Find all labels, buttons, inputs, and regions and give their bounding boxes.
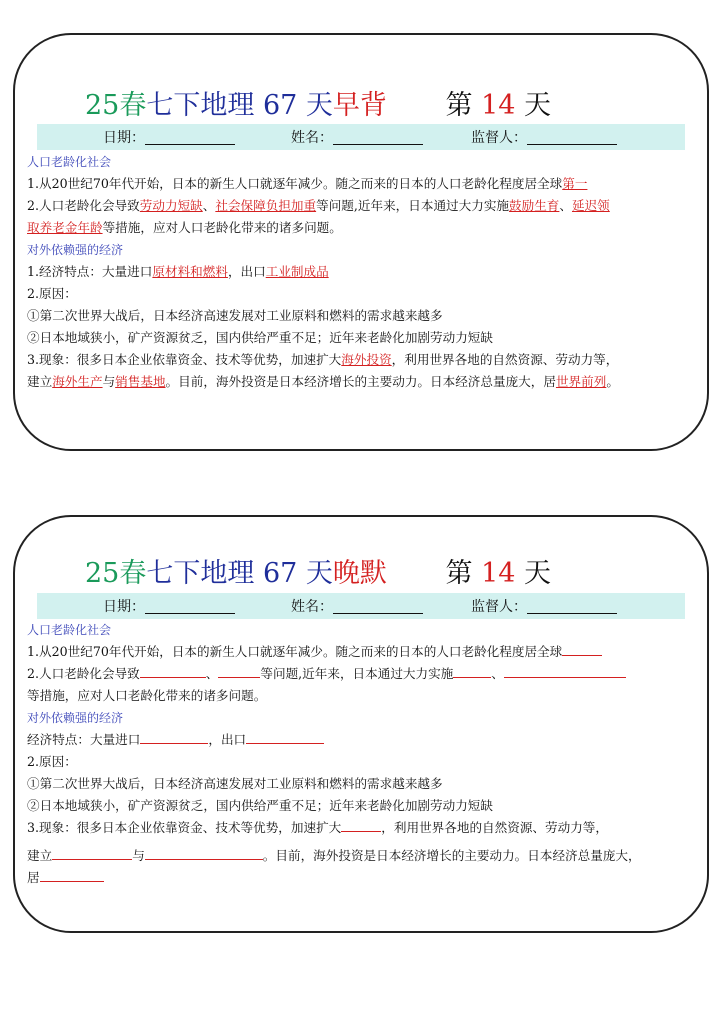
line-8: 3.现象：很多日本企业依靠资金、技术等优势，加速扩大 ，利用世界各地的自然资源、劳动力等， xyxy=(27,820,608,835)
line-7: ②日本地域狭小，矿产资源贫乏，国内供给严重不足；近年来老龄化加剧劳动力短缺 xyxy=(27,330,493,345)
answer-blank[interactable] xyxy=(341,819,381,832)
line-5: 2.原因： xyxy=(27,754,77,769)
supervisor-field[interactable]: 监督人： xyxy=(471,596,617,616)
line-7: ②日本地域狭小，矿产资源贫乏，国内供给严重不足；近年来老龄化加剧劳动力短缺 xyxy=(27,798,493,813)
title-number: 67 xyxy=(262,90,298,121)
line-6: ①第二次世界大战后，日本经济高速发展对工业原料和燃料的需求越来越多 xyxy=(27,776,443,791)
line-8: 3.现象：很多日本企业依靠资金、技术等优势，加速扩大海外投资，利用世界各地的自然资源、劳动力等， xyxy=(27,352,619,367)
section-heading: 人口老龄化社会 xyxy=(27,623,112,637)
line-1: 1.从20世纪70年代开始，日本的新生人口就逐年减少。随之而来的日本的人口老龄化程度居全球第一 xyxy=(27,176,588,191)
info-bar xyxy=(37,124,685,150)
card-title xyxy=(85,83,551,122)
title-kind: 晚默 xyxy=(332,558,387,589)
answer-blank[interactable] xyxy=(246,731,324,744)
title-tian: 天 xyxy=(305,90,333,121)
card-body xyxy=(27,619,697,889)
title-kind: 早背 xyxy=(332,90,387,121)
answer-blank[interactable] xyxy=(453,665,491,678)
line-2: 2.人口老龄化会导致劳动力短缺、社会保障负担加重等问题,近年来，日本通过大力实施鼓励生育、延迟领 xyxy=(27,198,610,213)
answer-blank[interactable] xyxy=(40,869,104,882)
answer-blank[interactable] xyxy=(218,665,260,678)
answer-blank[interactable] xyxy=(562,643,602,656)
answer-blank[interactable] xyxy=(140,731,208,744)
card-title xyxy=(85,551,551,590)
title-day: 第 14 天 xyxy=(445,558,552,589)
line-6: ①第二次世界大战后，日本经济高速发展对工业原料和燃料的需求越来越多 xyxy=(27,308,443,323)
line-9: 建立海外生产与销售基地。目前，海外投资是日本经济增长的主要动力。日本经济总量庞大，居世界前列。 xyxy=(27,374,619,389)
line-4: 1.经济特点：大量进口原材料和燃料，出口工业制成品 xyxy=(27,264,329,279)
line-3: 等措施，应对人口老龄化带来的诸多问题。 xyxy=(27,688,267,703)
name-field[interactable]: 姓名： xyxy=(291,127,423,147)
section-heading: 对外依赖强的经济 xyxy=(27,243,124,257)
name-field[interactable]: 姓名： xyxy=(291,596,423,616)
title-tian: 天 xyxy=(305,558,333,589)
answer-blank[interactable] xyxy=(504,665,626,678)
title-prefix: 25春 xyxy=(85,90,147,121)
title-subject: 七下地理 xyxy=(146,558,255,589)
answer-blank[interactable] xyxy=(52,847,132,860)
answer-blank[interactable] xyxy=(145,847,263,860)
line-3: 取养老金年龄等措施，应对人口老龄化带来的诸多问题。 xyxy=(27,220,342,235)
title-subject: 七下地理 xyxy=(146,90,255,121)
answer-blank[interactable] xyxy=(140,665,206,678)
line-9: 建立 与 。目前，海外投资是日本经济增长的主要动力。日本经济总量庞大， xyxy=(27,848,641,863)
title-prefix: 25春 xyxy=(85,558,147,589)
line-5: 2.原因： xyxy=(27,286,77,301)
info-bar xyxy=(37,593,685,619)
morning-card xyxy=(13,33,709,451)
section-heading: 对外依赖强的经济 xyxy=(27,711,124,725)
line-2: 2.人口老龄化会导致 、 等问题,近年来，日本通过大力实施 、 xyxy=(27,663,697,685)
date-field[interactable]: 日期： xyxy=(103,596,235,616)
line-10: 居 xyxy=(27,867,697,889)
card-body xyxy=(27,151,697,393)
supervisor-field[interactable]: 监督人： xyxy=(471,127,617,147)
date-field[interactable]: 日期： xyxy=(103,127,235,147)
line-4: 经济特点：大量进口 ，出口 xyxy=(27,729,697,751)
title-number: 67 xyxy=(262,558,298,589)
section-heading: 人口老龄化社会 xyxy=(27,155,112,169)
evening-card xyxy=(13,515,709,933)
title-day: 第 14 天 xyxy=(445,90,552,121)
line-1: 1.从20世纪70年代开始，日本的新生人口就逐年减少。随之而来的日本的人口老龄化程度居全球 xyxy=(27,641,697,663)
